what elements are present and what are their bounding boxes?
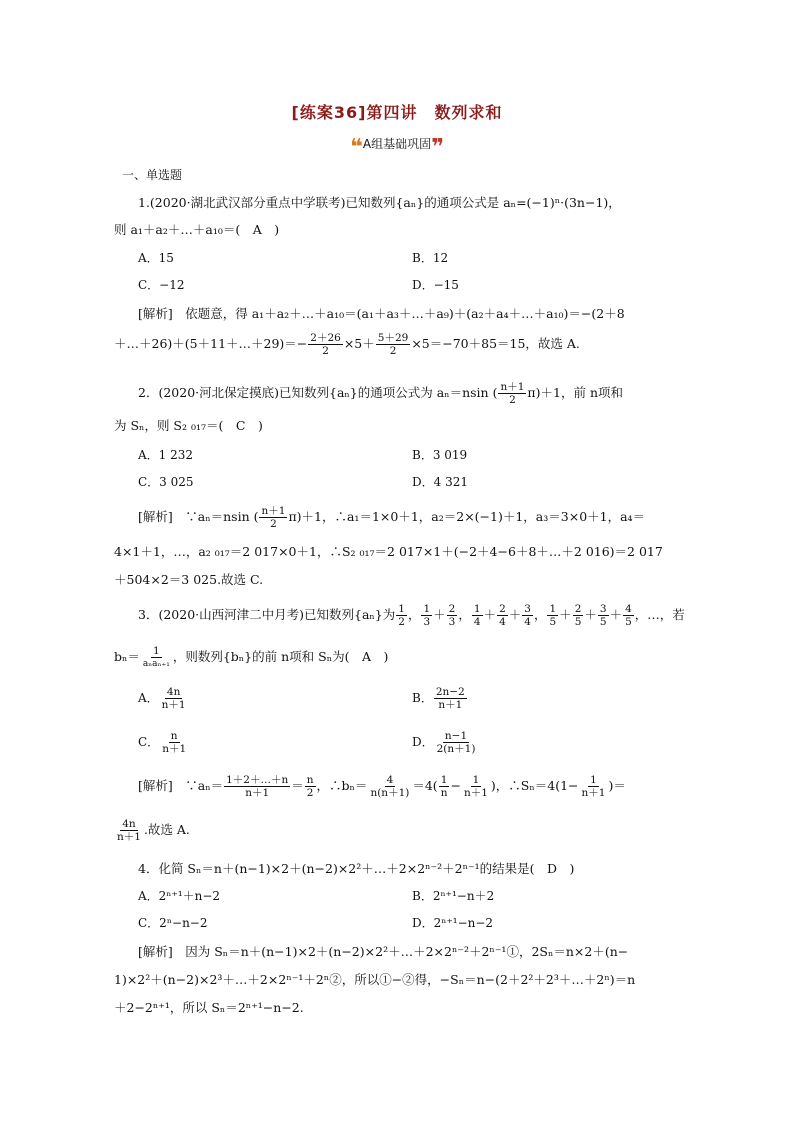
q2-option-a: A．1 232: [138, 448, 194, 462]
group-heading: [0, 135, 794, 160]
section-heading: 一、单选题: [122, 168, 183, 182]
q2-option-c: C．3 025: [138, 475, 194, 489]
q4-option-c: C．2ⁿ−n−2: [138, 916, 208, 930]
q4-solution-line2: 1)×2²＋(n−2)×2³＋…＋2×2ⁿ⁻¹＋2ⁿ②，所以①−②得，−Sₙ＝n−(2＋2²＋2³＋…＋2ⁿ)＝n: [114, 972, 636, 987]
q1-option-b: B．12: [412, 251, 449, 265]
q4-option-b: B．2ⁿ⁺¹−n＋2: [412, 889, 495, 903]
q1-option-d: D．−15: [412, 278, 459, 292]
q4-solution-line3: ＋2−2ⁿ⁺¹，所以 Sₙ＝2ⁿ⁺¹−n−2.: [114, 1000, 304, 1015]
q2-sol-fraction: $\frac{n+1}{2}$: [261, 505, 286, 530]
q2-stem-fraction: $\frac{n+1}{2}$: [500, 381, 525, 406]
q1-stem-line2: 则 a₁＋a₂＋…＋a₁₀＝( A ): [114, 222, 280, 237]
q3-sequence: $\frac{1}{2}$ ， $\frac{1}{3}$ ＋ $\frac{2}{3}$ ， $\frac{1}{4}$ ＋ $\frac{2}{4}$ ＋ $\frac{3}{4}$ ， $\frac{1}{5}$ ＋ $\frac{2}{5}$ ＋ $\frac{3}{5}$ ＋ $\frac{4}{5}$: [398, 603, 632, 628]
close-quote-icon: ❞: [431, 135, 445, 160]
q2-solution-line3: ＋504×2＝3 025.故选 C.: [114, 572, 264, 587]
q3-option-a: A． $\frac{4n}{n+1}$: [138, 686, 186, 711]
q3-seq-fraction: $\frac{1}{3}$: [423, 603, 431, 628]
q2-solution-line2: 4×1＋1，…，a₂ ₀₁₇＝2 017×0＋1，∴S₂ ₀₁₇＝2 017×1＋(−2＋4−6＋8＋…＋2 016)＝2 017: [114, 544, 663, 559]
q3-seq-fraction: $\frac{2}{3}$: [448, 603, 456, 628]
q2-option-b: B．3 019: [412, 448, 468, 462]
q3-seq-fraction: $\frac{3}{4}$: [524, 603, 531, 628]
q3-seq-fraction: $\frac{4}{5}$: [625, 603, 632, 628]
q4-option-a: A．2ⁿ⁺¹＋n−2: [138, 889, 221, 903]
q2-stem-line1: 2．(2020·河北保定摸底)已知数列{aₙ}的通项公式为 aₙ＝nsin ( $\frac{n+1}{2}$ π)＋1，前 n项和: [138, 381, 623, 406]
q3-seq-fraction: $\frac{2}{4}$: [499, 603, 506, 628]
q2-option-d: D．4 321: [412, 475, 468, 489]
q4-option-d: D．2ⁿ⁺¹−n−2: [412, 916, 494, 930]
q3-bn-fraction: $\frac{1}{\text{aₙaₙ₊₁}}$: [142, 645, 170, 669]
q3-seq-fraction: $\frac{1}{2}$: [398, 603, 405, 628]
q2-stem-line2: 为 Sₙ，则 S₂ ₀₁₇＝( C ): [114, 418, 263, 433]
q1-option-c: C．−12: [138, 278, 185, 292]
q3-seq-fraction: $\frac{2}{5}$: [574, 603, 582, 628]
q3-stem-line1: 3．(2020·山西河津二中月考)已知数列{aₙ}为 $\frac{1}{2}$ ， $\frac{1}{3}$ ＋ $\frac{2}{3}$ ， $\frac{1}{4}$ ＋ $\frac{2}{4}$ ＋ $\frac{3}{4}$ ， $\frac{1}{5}$ ＋ $\frac{2}{5}$ ＋ $\frac{3}{5}$ ＋ $\frac{4}{5}$ ，…，若: [138, 603, 685, 628]
q3-seq-fraction: $\frac{1}{4}$: [473, 603, 481, 628]
q3-stem-line2: bₙ＝ $\frac{1}{\text{aₙaₙ₊₁}}$ ，则数列{bₙ}的前 n项和 Sₙ为( A ): [114, 645, 389, 669]
q1-stem-line1: 1.(2020·湖北武汉部分重点中学联考)已知数列{aₙ}的通项公式是 aₙ=(−1)ⁿ·(3n−1)，: [138, 195, 621, 210]
q3-seq-fraction: $\frac{3}{5}$: [599, 603, 607, 628]
q1-solution-line1: [解析] 依题意，得 a₁＋a₂＋…＋a₁₀＝(a₁＋a₃＋…＋a₉)＋(a₂＋a₄＋…＋a₁₀)＝−(2＋8: [138, 306, 625, 321]
q3-seq-fraction: $\frac{1}{5}$: [549, 603, 557, 628]
q4-solution-line1: [解析] 因为 Sₙ＝n＋(n−1)×2＋(n−2)×2²＋…＋2×2ⁿ⁻²＋2ⁿ⁻¹①，2Sₙ＝n×2＋(n−: [138, 944, 629, 959]
q3-option-d: D． $\frac{n-1}{2(n+1)}$: [412, 730, 476, 755]
q1-sol-fraction-2: $\frac{5+29}{2}$: [377, 332, 409, 357]
q3-option-b: B． $\frac{2n-2}{n+1}$: [412, 686, 465, 711]
q2-solution-line1: [解析] ∵aₙ＝nsin ( $\frac{n+1}{2}$ π)＋1，∴a₁＝1×0＋1，a₂＝2×(−1)＋1，a₃＝3×0＋1，a₄＝: [138, 505, 646, 530]
open-quote-icon: ❝: [349, 135, 363, 160]
q1-sol-fraction-1: $\frac{2+26}{2}$: [310, 332, 341, 357]
q1-sol-text-a: ＋…＋26)＋(5＋11＋…＋29)＝−: [114, 336, 308, 351]
group-label: A组基础巩固: [362, 137, 432, 151]
q3-solution-line2: $\frac{4n}{n+1}$ .故选 A.: [117, 818, 190, 843]
q3-solution-line1: [解析] ∵aₙ＝ $\frac{1+2+\dots+n}{n+1}$ ＝ $\frac{n}{2}$ ，∴bₙ＝ $\frac{4}{n(n+1)}$ ＝4( $\frac{1}{n}$ − $\frac{1}{n+1}$ )，∴Sₙ＝4(1− $\frac{1}{n+1}$ )＝: [138, 774, 626, 799]
q4-stem: 4．化简 Sₙ＝n＋(n−1)×2＋(n−2)×2²＋…＋2×2ⁿ⁻²＋2ⁿ⁻¹的结果是( D ): [138, 861, 575, 876]
q3-option-c: C． $\frac{n}{n+1}$: [138, 730, 187, 755]
page-title: [练案36]第四讲 数列求和: [291, 103, 503, 122]
q1-solution-line2: ＋…＋26)＋(5＋11＋…＋29)＝− $\frac{2+26}{2}$ ×5＋ $\frac{5+29}{2}$ ×5＝−70＋85＝15，故选 A.: [114, 332, 580, 357]
q1-option-a: A．15: [138, 251, 174, 265]
